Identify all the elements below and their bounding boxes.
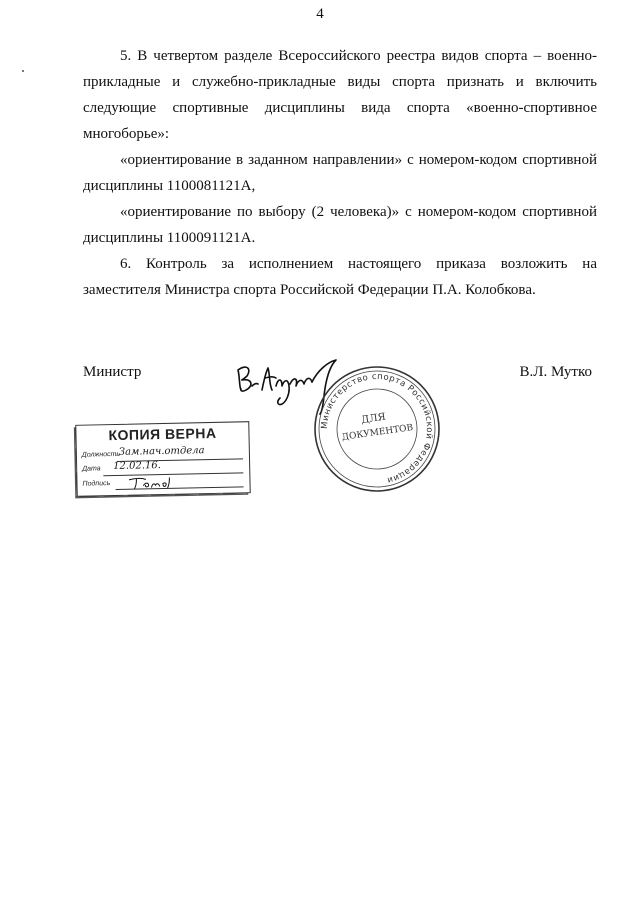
signatory-name: В.Л. Мутко [519, 364, 592, 380]
scan-mark [22, 70, 24, 72]
page-number: 4 [316, 6, 324, 22]
seal-center-line2: ДОКУМЕНТОВ [341, 423, 414, 443]
paragraph-discipline-2: «ориентирование по выбору (2 человека)» с номером-кодом спортивной дисциплины 1100091121А. [83, 204, 597, 246]
official-seal [311, 363, 443, 495]
signature-label: Подпись [82, 480, 111, 488]
date-value: 12.02.16. [113, 460, 161, 473]
date-label: Дата [82, 465, 101, 473]
copy-certified-stamp [75, 421, 250, 497]
copy-stamp-title: КОПИЯ ВЕРНА [108, 424, 217, 444]
signatory-role: Министр [83, 364, 142, 380]
seal-center-line1: ДЛЯ [360, 411, 387, 427]
position-value: Зам.нач.отдела [118, 445, 205, 458]
position-label: Должность [81, 450, 121, 459]
document-body [83, 43, 597, 303]
paragraph-discipline-1: «ориентирование в заданном направлении» с номером-кодом спортивной дисциплины 1100081121А, [83, 152, 597, 194]
seal-ring-text: Министерство спорта Российской Федерации [319, 371, 435, 485]
stamp-signature [127, 475, 177, 490]
paragraph-item-6: 6. Контроль за исполнением настоящего приказа возложить на заместителя Министра спорта Российской Федерации П.А. Колобкова. [83, 256, 597, 298]
paragraph-item-5: 5. В четвертом разделе Всероссийского реестра видов спорта – военно-прикладные и служебно-прикладные виды спорта признать и включить следующие спортивные дисциплины вида спорта «военно-спортивное многоборье»: [83, 48, 597, 142]
